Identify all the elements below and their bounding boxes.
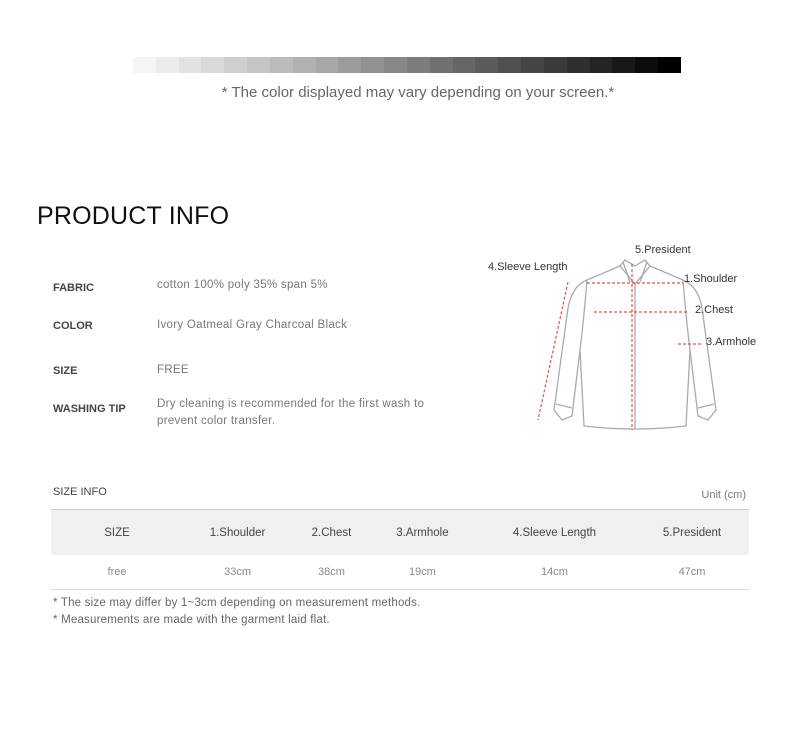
fabric-value: cotton 100% poly 35% span 5% [157,279,328,291]
gradient-swatch [361,57,384,73]
gradient-swatch [453,57,476,73]
shirt-measurement-diagram [480,238,780,438]
size-info-title: SIZE INFO [53,486,107,498]
size-label: SIZE [53,365,78,377]
fabric-label: FABRIC [53,282,94,294]
header-sleeve-length: 4.Sleeve Length [474,510,635,556]
gradient-swatch [179,57,202,73]
cell-chest: 38cm [292,555,371,590]
armhole-label: 3.Armhole [706,336,757,348]
gradient-swatch [133,57,156,73]
gradient-swatch [567,57,590,73]
gradient-swatch [658,57,681,73]
gradient-swatch [635,57,658,73]
gradient-swatch [544,57,567,73]
gradient-swatch [247,57,270,73]
gradient-swatch [407,57,430,73]
gradient-swatch [224,57,247,73]
color-value: Ivory Oatmeal Gray Charcoal Black [157,319,348,331]
header-size: SIZE [51,510,183,556]
color-disclaimer: * The color displayed may vary depending on your screen.* [221,84,615,101]
cell-sleeve-length: 14cm [474,555,635,590]
cell-armhole: 19cm [371,555,474,590]
gradient-swatch [338,57,361,73]
table-row [51,555,749,590]
color-gradient-bar [133,57,681,73]
washing-tip-label: WASHING TIP [53,403,126,415]
gradient-swatch [156,57,179,73]
president-label: 5.President [635,244,691,256]
color-label: COLOR [53,320,93,332]
gradient-swatch [201,57,224,73]
chest-label: 2.Chest [695,304,733,316]
unit-label: Unit (cm) [701,489,746,501]
gradient-swatch [498,57,521,73]
gradient-swatch [612,57,635,73]
footnote-laid-flat: * Measurements are made with the garment laid flat. [53,614,330,626]
gradient-swatch [521,57,544,73]
header-shoulder: 1.Shoulder [183,510,292,556]
gradient-swatch [384,57,407,73]
washing-tip-value: Dry cleaning is recommended for the first wash to prevent color transfer. [157,398,425,427]
gradient-swatch [590,57,613,73]
gradient-swatch [270,57,293,73]
footnote-measurement-method: * The size may differ by 1~3cm depending on measurement methods. [53,597,421,609]
gradient-swatch [430,57,453,73]
header-armhole: 3.Armhole [371,510,474,556]
size-value: FREE [157,364,189,376]
header-chest: 2.Chest [292,510,371,556]
shoulder-label: 1.Shoulder [684,273,738,285]
table-header-row [51,510,749,556]
cell-size: free [51,555,183,590]
size-table [51,509,749,590]
cell-shoulder: 33cm [183,555,292,590]
header-president: 5.President [635,510,749,556]
gradient-swatch [316,57,339,73]
gradient-swatch [293,57,316,73]
sleeve-length-label: 4.Sleeve Length [488,261,568,273]
cell-president: 47cm [635,555,749,590]
gradient-swatch [475,57,498,73]
page-title: PRODUCT INFO [37,202,230,230]
